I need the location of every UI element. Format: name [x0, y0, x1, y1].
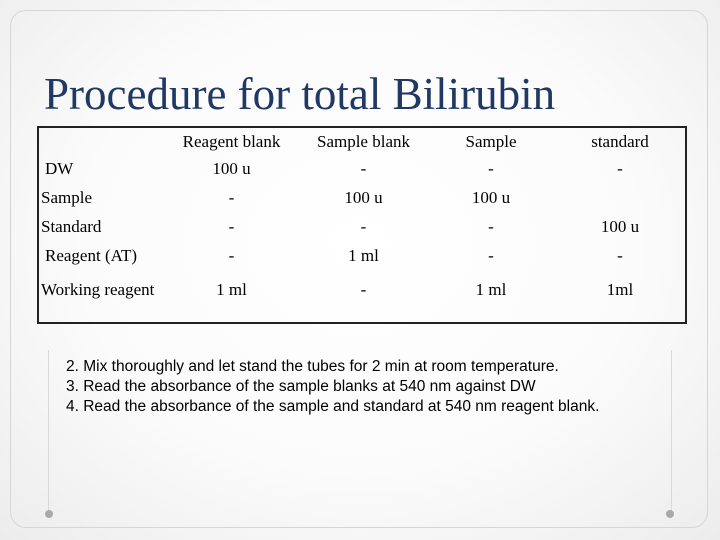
row-label: Working reagent	[41, 280, 155, 299]
table-cell: 1 ml	[216, 280, 247, 299]
header-reagent-blank: Reagent blank	[182, 131, 281, 151]
table-cell: 100 u	[600, 216, 640, 236]
bullet-dot-left	[45, 510, 53, 518]
table-row	[38, 270, 686, 323]
table-cell: -	[360, 216, 367, 236]
table-header-row	[38, 127, 686, 155]
table-cell: -	[488, 216, 494, 236]
table-cell: 1 ml	[348, 245, 379, 265]
table-cell: 100 u	[344, 187, 383, 207]
note-step-3: 3. Read the absorbance of the sample blanks at 540 nm against DW	[66, 378, 536, 395]
table-row	[38, 212, 686, 241]
table-cell: 100 u	[212, 159, 251, 178]
table-cell: 100 u	[471, 187, 511, 207]
table-cell: -	[228, 245, 235, 265]
header-empty	[38, 127, 163, 155]
table-cell: -	[617, 245, 623, 265]
row-label: DW	[45, 159, 74, 178]
row-label: Sample	[41, 187, 92, 207]
frame-line-right	[671, 350, 672, 518]
procedure-table	[37, 126, 687, 324]
table-cell: -	[360, 159, 367, 178]
header-sample: Sample	[465, 131, 517, 151]
table-row	[38, 183, 686, 212]
row-label: Reagent (AT)	[45, 245, 138, 265]
procedure-notes	[66, 357, 599, 417]
header-sample-blank: Sample blank	[316, 131, 410, 151]
table-cell: -	[228, 187, 235, 207]
table-cell: -	[360, 280, 367, 299]
bullet-dot-right	[666, 510, 674, 518]
frame-line-left	[48, 350, 49, 518]
header-standard: standard	[591, 131, 649, 151]
table-row	[38, 155, 686, 183]
table-cell: -	[488, 245, 494, 265]
table-cell: -	[488, 159, 494, 178]
table-cell: 1ml	[606, 280, 634, 299]
table-cell: 1 ml	[475, 280, 507, 299]
table-row	[38, 241, 686, 270]
note-step-2: 2. Mix thoroughly and let stand the tubes for 2 min at room temperature.	[66, 358, 559, 375]
slide-title: Procedure for total Bilirubin	[44, 69, 556, 119]
row-label: Standard	[41, 216, 102, 236]
table-cell: -	[228, 216, 235, 236]
table-cell	[555, 183, 686, 212]
table-cell: -	[617, 159, 623, 178]
note-step-4: 4. Read the absorbance of the sample and standard at 540 nm reagent blank.	[66, 398, 600, 415]
